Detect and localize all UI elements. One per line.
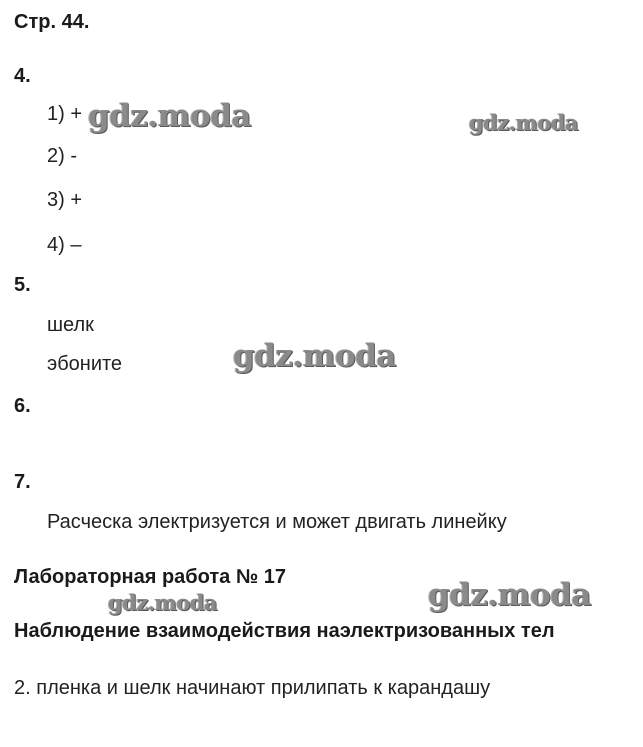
lab-title: Лабораторная работа № 17 xyxy=(14,566,286,588)
answer-item: эбоните xyxy=(47,353,123,375)
answer-item: 2) - xyxy=(47,145,77,167)
watermark-logo: gdz.moda xyxy=(108,590,218,615)
answer-item: 3) + xyxy=(47,189,83,211)
answer-item: Расческа электризуется и может двигать линейку xyxy=(47,511,507,533)
watermark-logo: gdz.moda xyxy=(88,98,251,134)
answer-item: шелк xyxy=(47,314,94,336)
lab-subtitle: Наблюдение взаимодействия наэлектризованных тел xyxy=(14,620,555,642)
task-number: 4. xyxy=(14,65,31,87)
task-number: 5. xyxy=(14,274,31,296)
page-number-heading: Стр. 44. xyxy=(14,11,90,33)
answer-item: 1) + xyxy=(47,103,83,125)
task-number: 6. xyxy=(14,395,31,417)
answer-item: 4) – xyxy=(47,234,82,256)
watermark-logo: gdz.moda xyxy=(469,110,579,135)
watermark-logo: gdz.moda xyxy=(233,338,396,374)
lab-result: 2. пленка и шелк начинают прилипать к карандашу xyxy=(14,677,491,699)
task-number: 7. xyxy=(14,471,31,493)
watermark-logo: gdz.moda xyxy=(428,577,591,613)
